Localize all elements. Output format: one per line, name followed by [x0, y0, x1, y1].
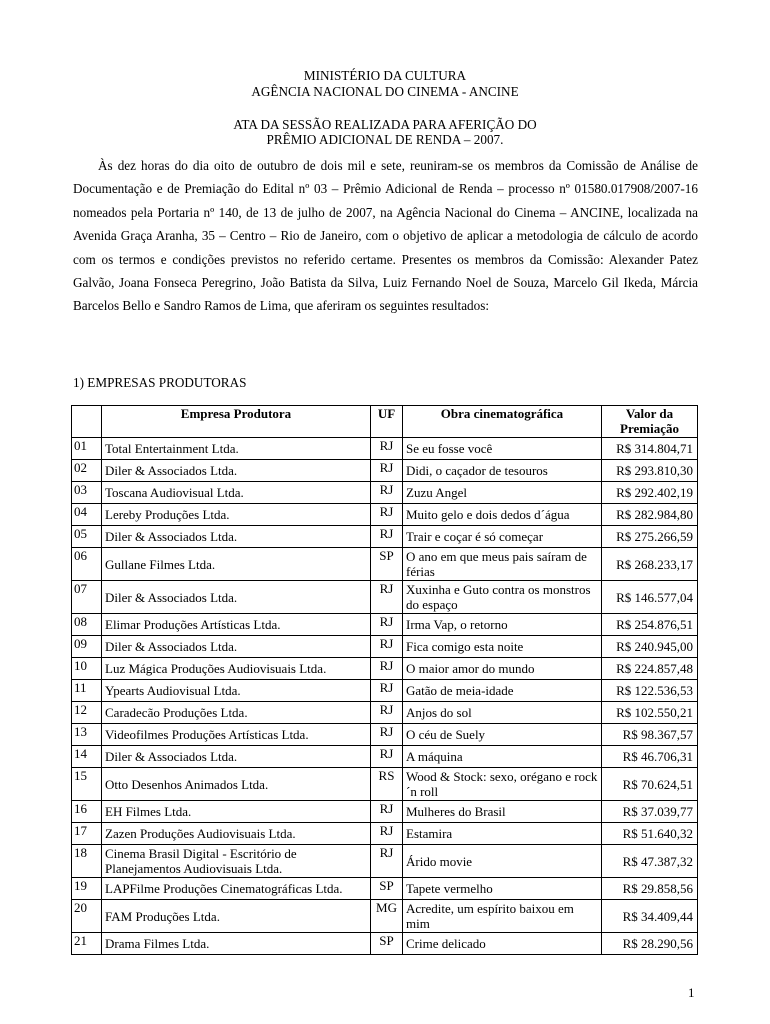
- value-cell: R$ 240.945,00: [602, 636, 698, 658]
- value-cell: R$ 282.984,80: [602, 504, 698, 526]
- work-cell: Crime delicado: [403, 933, 602, 955]
- value-cell: R$ 28.290,56: [602, 933, 698, 955]
- company-cell: Videofilmes Produções Artísticas Ltda.: [102, 724, 371, 746]
- uf-cell: RJ: [371, 438, 403, 460]
- uf-cell: RJ: [371, 636, 403, 658]
- uf-cell: RJ: [371, 845, 403, 878]
- row-number: 20: [72, 900, 102, 933]
- table-row: [72, 581, 698, 614]
- work-cell: Trair e coçar é só começar: [403, 526, 602, 548]
- work-cell: O ano em que meus pais saíram de férias: [403, 548, 602, 581]
- table-row: [72, 900, 698, 933]
- table-row: [72, 658, 698, 680]
- table-row: [72, 636, 698, 658]
- company-cell: Diler & Associados Ltda.: [102, 581, 371, 614]
- work-cell: Se eu fosse você: [403, 438, 602, 460]
- uf-cell: RJ: [371, 680, 403, 702]
- company-cell: Diler & Associados Ltda.: [102, 526, 371, 548]
- uf-cell: RJ: [371, 724, 403, 746]
- results-table: [71, 405, 698, 955]
- row-number: 14: [72, 746, 102, 768]
- header-num: [72, 406, 102, 438]
- value-cell: R$ 146.577,04: [602, 581, 698, 614]
- company-cell: Gullane Filmes Ltda.: [102, 548, 371, 581]
- work-cell: Tapete vermelho: [403, 878, 602, 900]
- work-cell: Wood & Stock: sexo, orégano e rock´n roll: [403, 768, 602, 801]
- page-number: 1: [688, 985, 695, 1000]
- company-cell: Drama Filmes Ltda.: [102, 933, 371, 955]
- row-number: 02: [72, 460, 102, 482]
- header-company: Empresa Produtora: [102, 406, 371, 438]
- table-header-row: [72, 406, 698, 438]
- work-cell: O céu de Suely: [403, 724, 602, 746]
- agency-name: AGÊNCIA NACIONAL DO CINEMA - ANCINE: [251, 84, 519, 99]
- uf-cell: RJ: [371, 658, 403, 680]
- work-cell: Acredite, um espírito baixou em mim: [403, 900, 602, 933]
- work-cell: Xuxinha e Guto contra os monstros do espaço: [403, 581, 602, 614]
- table-row: [72, 526, 698, 548]
- row-number: 08: [72, 614, 102, 636]
- company-cell: Otto Desenhos Animados Ltda.: [102, 768, 371, 801]
- work-cell: Irma Vap, o retorno: [403, 614, 602, 636]
- work-cell: O maior amor do mundo: [403, 658, 602, 680]
- value-cell: R$ 268.233,17: [602, 548, 698, 581]
- value-cell: R$ 292.402,19: [602, 482, 698, 504]
- company-cell: Lereby Produções Ltda.: [102, 504, 371, 526]
- value-cell: R$ 51.640,32: [602, 823, 698, 845]
- row-number: 03: [72, 482, 102, 504]
- row-number: 01: [72, 438, 102, 460]
- value-cell: R$ 102.550,21: [602, 702, 698, 724]
- table-row: [72, 746, 698, 768]
- row-number: 07: [72, 581, 102, 614]
- header-uf: UF: [371, 406, 403, 438]
- table-row: [72, 438, 698, 460]
- row-number: 19: [72, 878, 102, 900]
- company-cell: FAM Produções Ltda.: [102, 900, 371, 933]
- value-cell: R$ 122.536,53: [602, 680, 698, 702]
- uf-cell: RJ: [371, 460, 403, 482]
- company-cell: EH Filmes Ltda.: [102, 801, 371, 823]
- row-number: 21: [72, 933, 102, 955]
- header-work: Obra cinematográfica: [403, 406, 602, 438]
- value-cell: R$ 70.624,51: [602, 768, 698, 801]
- value-cell: R$ 98.367,57: [602, 724, 698, 746]
- uf-cell: SP: [371, 933, 403, 955]
- table-row: [72, 614, 698, 636]
- table-row: [72, 878, 698, 900]
- uf-cell: RJ: [371, 801, 403, 823]
- row-number: 09: [72, 636, 102, 658]
- work-cell: Anjos do sol: [403, 702, 602, 724]
- company-cell: Diler & Associados Ltda.: [102, 746, 371, 768]
- company-cell: Ypearts Audiovisual Ltda.: [102, 680, 371, 702]
- work-cell: Árido movie: [403, 845, 602, 878]
- uf-cell: RJ: [371, 746, 403, 768]
- company-cell: Total Entertainment Ltda.: [102, 438, 371, 460]
- value-cell: R$ 293.810,30: [602, 460, 698, 482]
- table-row: [72, 680, 698, 702]
- company-cell: Caradecão Produções Ltda.: [102, 702, 371, 724]
- uf-cell: RJ: [371, 482, 403, 504]
- uf-cell: RJ: [371, 581, 403, 614]
- row-number: 04: [72, 504, 102, 526]
- table-row: [72, 801, 698, 823]
- work-cell: A máquina: [403, 746, 602, 768]
- uf-cell: RS: [371, 768, 403, 801]
- value-cell: R$ 29.858,56: [602, 878, 698, 900]
- table-row: [72, 504, 698, 526]
- row-number: 06: [72, 548, 102, 581]
- row-number: 13: [72, 724, 102, 746]
- header-value: Valor da Premiação: [602, 406, 698, 438]
- row-number: 18: [72, 845, 102, 878]
- work-cell: Estamira: [403, 823, 602, 845]
- value-cell: R$ 224.857,48: [602, 658, 698, 680]
- uf-cell: RJ: [371, 823, 403, 845]
- company-cell: Luz Mágica Produções Audiovisuais Ltda.: [102, 658, 371, 680]
- table-row: [72, 823, 698, 845]
- uf-cell: RJ: [371, 702, 403, 724]
- uf-cell: RJ: [371, 614, 403, 636]
- work-cell: Fica comigo esta noite: [403, 636, 602, 658]
- uf-cell: SP: [371, 878, 403, 900]
- work-cell: Mulheres do Brasil: [403, 801, 602, 823]
- document-title-line-1: ATA DA SESSÃO REALIZADA PARA AFERIÇÃO DO: [233, 117, 537, 132]
- table-row: [72, 548, 698, 581]
- company-cell: Cinema Brasil Digital - Escritório de Planejamentos Audiovisuais Ltda.: [102, 845, 371, 878]
- row-number: 05: [72, 526, 102, 548]
- company-cell: Elimar Produções Artísticas Ltda.: [102, 614, 371, 636]
- value-cell: R$ 254.876,51: [602, 614, 698, 636]
- value-cell: R$ 314.804,71: [602, 438, 698, 460]
- table-row: [72, 845, 698, 878]
- work-cell: Didi, o caçador de tesouros: [403, 460, 602, 482]
- company-cell: Diler & Associados Ltda.: [102, 636, 371, 658]
- table-row: [72, 724, 698, 746]
- uf-cell: MG: [371, 900, 403, 933]
- value-cell: R$ 275.266,59: [602, 526, 698, 548]
- company-cell: Toscana Audiovisual Ltda.: [102, 482, 371, 504]
- section-title: 1) EMPRESAS PRODUTORAS: [73, 375, 247, 390]
- row-number: 12: [72, 702, 102, 724]
- work-cell: Zuzu Angel: [403, 482, 602, 504]
- value-cell: R$ 47.387,32: [602, 845, 698, 878]
- table-row: [72, 768, 698, 801]
- work-cell: Muito gelo e dois dedos d´água: [403, 504, 602, 526]
- row-number: 10: [72, 658, 102, 680]
- row-number: 11: [72, 680, 102, 702]
- company-cell: Diler & Associados Ltda.: [102, 460, 371, 482]
- table-row: [72, 933, 698, 955]
- value-cell: R$ 46.706,31: [602, 746, 698, 768]
- ministry-name: MINISTÉRIO DA CULTURA: [303, 68, 467, 83]
- company-cell: LAPFilme Produções Cinematográficas Ltda.: [102, 878, 371, 900]
- table-row: [72, 482, 698, 504]
- uf-cell: SP: [371, 548, 403, 581]
- work-cell: Gatão de meia-idade: [403, 680, 602, 702]
- row-number: 15: [72, 768, 102, 801]
- row-number: 17: [72, 823, 102, 845]
- table-body: [72, 438, 698, 955]
- intro-paragraph: Às dez horas do dia oito de outubro de dois mil e sete, reuniram-se os membros da Comissão de Análise de Documentação e de Premiação do Edital nº 03 – Prêmio Adicional de Renda – processo nº 01580.017908/2007-16 nomeados pela Portaria nº 140, de 13 de julho de 2007, na Agência Nacional do Cinema – ANCINE, localizada na Avenida Graça Aranha, 35 – Centro – Rio de Janeiro, com o objetivo de aplicar a metodologia de cálculo de acordo com os termos e condições previstos no referido certame. Presentes os membros da Comissão: Alexander Patez Galvão, Joana Fonseca Peregrino, João Batista da Silva, Luiz Fernando Noel de Souza, Marcelo Gil Ikeda, Márcia Barcelos Bello e Sandro Ramos de Lima, que aferiram os seguintes resultados:: [73, 158, 698, 314]
- uf-cell: RJ: [371, 526, 403, 548]
- value-cell: R$ 37.039,77: [602, 801, 698, 823]
- table-row: [72, 460, 698, 482]
- company-cell: Zazen Produções Audiovisuais Ltda.: [102, 823, 371, 845]
- table-row: [72, 702, 698, 724]
- uf-cell: RJ: [371, 504, 403, 526]
- value-cell: R$ 34.409,44: [602, 900, 698, 933]
- row-number: 16: [72, 801, 102, 823]
- document-title-line-2: PRÊMIO ADICIONAL DE RENDA – 2007.: [266, 132, 504, 147]
